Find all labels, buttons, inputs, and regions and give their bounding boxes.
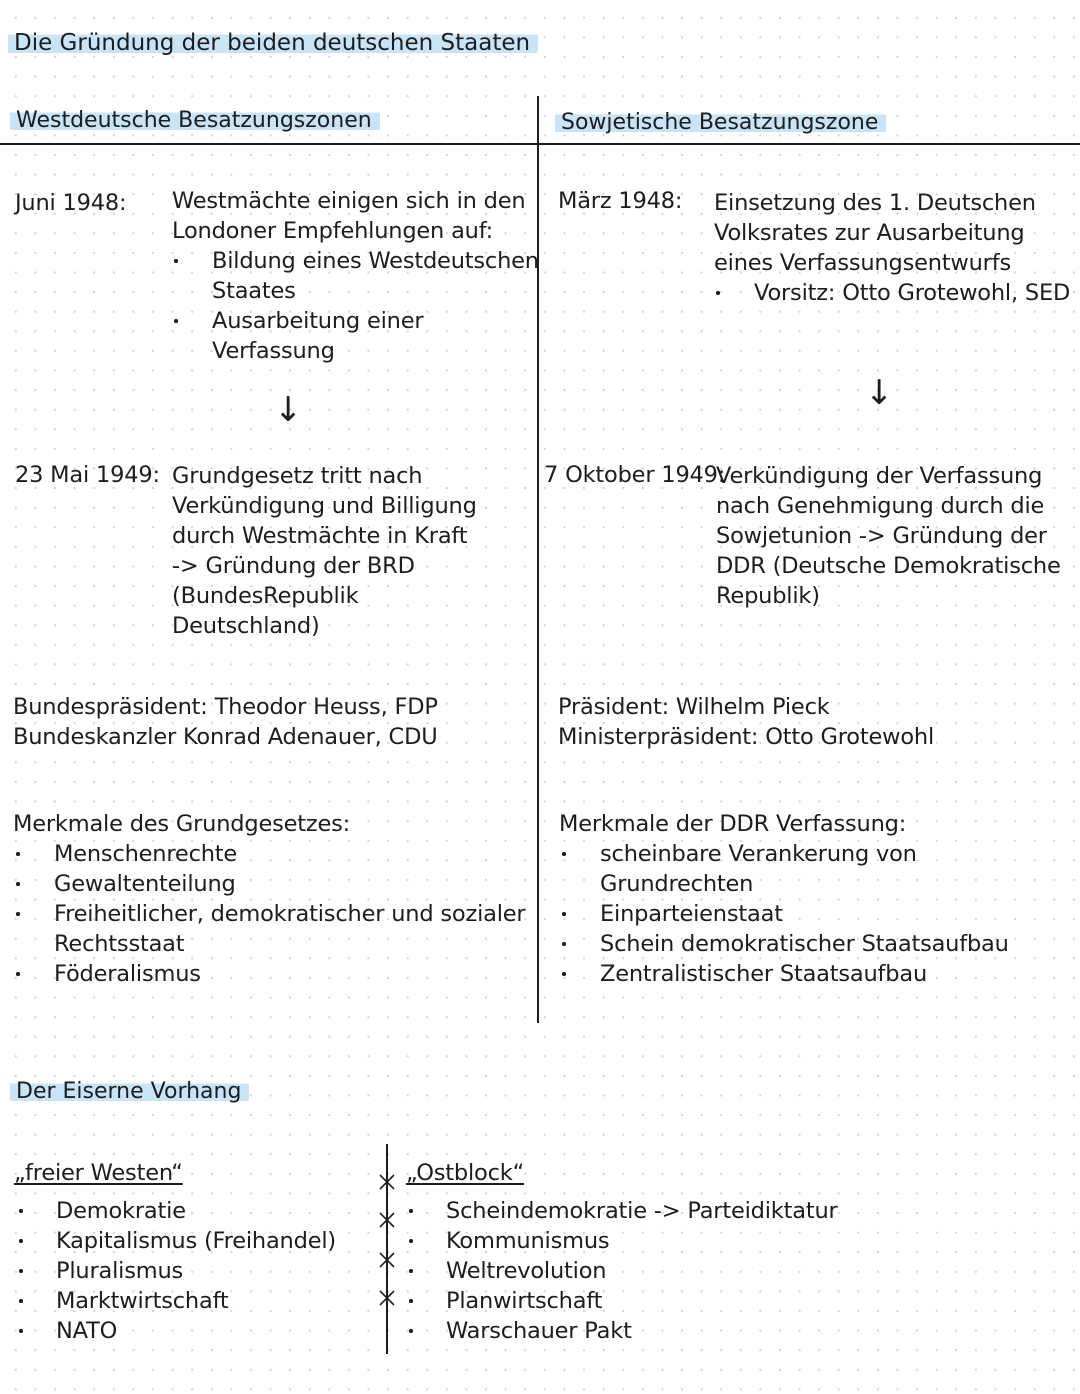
list-item: Zentralistischer Staatsaufbau [600,959,1009,989]
list-item: Kommunismus [446,1226,838,1256]
west-event1-text: Westmächte einigen sich in den Londoner Empfehlungen auf: [172,188,526,244]
east-event2-text: Verkündigung der Verfassung nach Genehmigung durch die Sowjetunion -> Gründung der DDR (Deutsche Demokratische Republik) [716,463,1061,609]
list-item: Demokratie [56,1196,336,1226]
header-rule [0,143,1080,145]
list-item: Föderalismus [54,959,525,989]
east-zone-header: Sowjetische Besatzungszone [555,110,886,135]
list-item: Planwirtschaft [446,1286,838,1316]
west-bloc-list [56,1196,336,1346]
list-item: Pluralismus [56,1256,336,1286]
west-event1-date: Juni 1948: [15,190,127,216]
list-item: Marktwirtschaft [56,1286,336,1316]
list-item: NATO [56,1316,336,1346]
east-event1-date: März 1948: [558,188,683,214]
list-item: Kapitalismus (Freihandel) [56,1228,336,1254]
east-arrow-down-icon: ↓ [865,373,894,413]
list-item: scheinbare Verankerung von Grundrechten [600,839,1009,899]
list-item: Scheindemokratie -> Parteidiktatur [446,1198,838,1224]
page-title: Die Gründung der beiden deutschen Staaten [8,30,538,56]
bullet-item: Ausarbeitung einer Verfassung [212,306,539,366]
east-bloc-list [446,1196,838,1346]
west-event2-date: 23 Mai 1949: [15,462,160,488]
east-event1-bullets [754,278,1070,308]
list-item: Einparteienstaat [600,899,1009,929]
east-features-heading: Merkmale der DDR Verfassung: [559,811,907,837]
list-item: Weltrevolution [446,1256,838,1286]
west-event2-text: Grundgesetz tritt nach Verkündigung und Billigung durch Westmächte in Kraft -> Gründung der BRD (BundesRepublik Deutschland) [172,463,477,639]
west-event1-bullets [212,246,539,366]
east-event1-text: Einsetzung des 1. Deutschen Volksrates zur Ausarbeitung eines Verfassungsentwurfs [714,190,1036,276]
iron-curtain-barbed-wire-icon [372,1140,402,1360]
west-zone-header: Westdeutsche Besatzungszonen [10,108,380,133]
list-item: Gewaltenteilung [54,869,525,899]
list-item: Freiheitlicher, demokratischer und sozialer Rechtsstaat [54,901,526,957]
east-bloc-label: „Ostblock“ [406,1160,525,1186]
west-bloc-label: „freier Westen“ [14,1160,183,1186]
east-event2-date: 7 Oktober 1949: [544,462,726,488]
column-divider [537,96,539,1023]
west-leaders: Bundespräsident: Theodor Heuss, FDP Bundeskanzler Konrad Adenauer, CDU [13,694,438,750]
list-item: Menschenrechte [54,839,525,869]
bullet-item: Vorsitz: Otto Grotewohl, SED [754,280,1071,306]
curtain-title: Der Eiserne Vorhang [10,1079,249,1104]
bullet-item: Bildung eines Westdeutschen Staates [212,248,539,304]
west-arrow-down-icon: ↓ [274,390,303,430]
east-leaders: Präsident: Wilhelm Pieck Ministerpräsident: Otto Grotewohl [558,694,935,750]
list-item: Schein demokratischer Staatsaufbau [600,931,1009,957]
list-item: Warschauer Pakt [446,1316,838,1346]
west-features-list [54,839,525,989]
east-features-list [600,839,1009,989]
west-features-heading: Merkmale des Grundgesetzes: [13,811,351,837]
